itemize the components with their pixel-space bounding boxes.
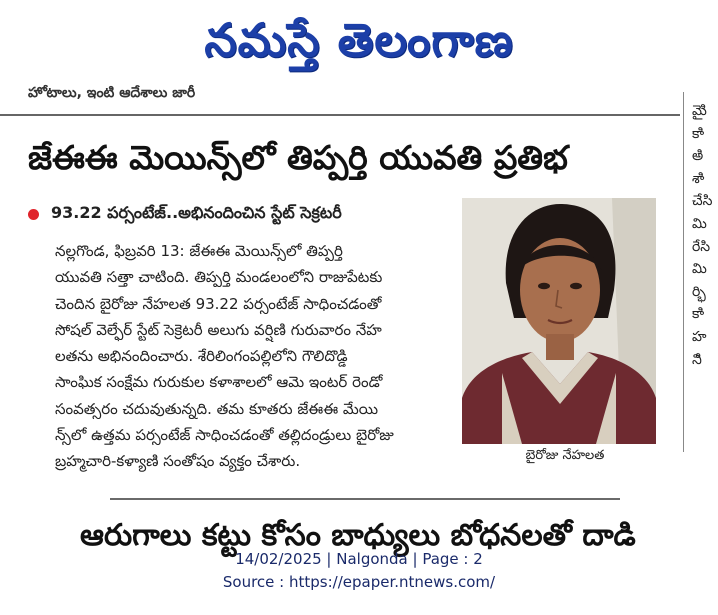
- next-article-cut-headline: ఆరుగాలు కట్టు కోసం బాధ్యులు బోధనలతో దాడి: [80, 518, 636, 553]
- body-line: సాంఘిక సంక్షేమ గురుకుల కళాశాలలో ఆమె ఇంటర్ రెండో: [55, 373, 383, 392]
- body-line: నల్లగొండ, ఫిబ్రవరి 13: జేఈఈ మెయిన్స్‌లో తిప్పర్తి: [55, 242, 343, 260]
- body-line: లతను అభినందించారు. శేరిలింగంపల్లిలోని గౌలిదొడ్డి: [55, 347, 348, 366]
- column-divider: [683, 92, 684, 452]
- adjacent-line: చేసి: [692, 193, 713, 210]
- body-line: సోషల్ వెల్ఫేర్ స్టేట్ సెక్రెటరీ అలుగు వర్షిణి గురువారం నేహ: [55, 320, 382, 339]
- clipping-footer: [0, 548, 718, 608]
- article-end-divider: [110, 498, 620, 500]
- newspaper-logo: నమస్తే తెలంగాణ: [204, 13, 514, 67]
- adjacent-line: కాి: [692, 306, 705, 323]
- red-bullet-icon: [28, 209, 39, 220]
- news-clipping: [0, 85, 718, 553]
- adjacent-line: ర్భి: [692, 283, 706, 300]
- masthead: [0, 0, 718, 92]
- article-body: [55, 238, 455, 475]
- body-line: చెందిన బైరోజు నేహలత 93.22 పర్సంటేజ్ సాధించడంతో: [55, 294, 382, 313]
- adjacent-line: హ: [692, 328, 707, 345]
- previous-article-cut-text: హోటాలు, ఇంటి ఆదేశాలు జారీ: [28, 85, 196, 101]
- footer-date-edition-page: 14/02/2025 | Nalgonda | Page : 2: [235, 550, 483, 568]
- top-divider: [0, 114, 680, 116]
- adjacent-line: మైి: [692, 103, 707, 119]
- adjacent-line: మి: [692, 215, 707, 232]
- body-line: బ్రహ్మచారి-కళ్యాణి సంతోషం వ్యక్తం చేశారు.: [55, 452, 301, 471]
- photo-caption: బైరోజు నేహలత: [525, 448, 605, 463]
- adjacent-line: అి: [692, 148, 704, 165]
- adjacent-line: కాి: [692, 125, 705, 142]
- article-headline: జేఈఈ మెయిన్స్‌లో తిప్పర్తి యువతి ప్రతిభ: [28, 138, 568, 177]
- article-subheadline: [28, 202, 458, 226]
- adjacent-line: రేసి: [692, 238, 711, 255]
- body-line: న్స్‌లో ఉత్తమ పర్సంటేజ్ సాధించడంతో తల్లిదండ్రులు బైరోజు: [55, 426, 394, 445]
- portrait-illustration: [462, 198, 656, 444]
- adjacent-line: శాి: [692, 170, 705, 187]
- adjacent-line: మి: [692, 261, 707, 278]
- subheadline-text: 93.22 పర్సంటేజ్..అభినందించిన స్టేట్ సెక్రటరీ: [51, 202, 342, 222]
- student-photo: [462, 198, 656, 444]
- body-line: సంవత్సరం చదువుతున్నది. తమ కూతరు జేఈఈ మేయి: [55, 399, 379, 418]
- adjacent-column-text: [692, 100, 718, 440]
- footer-source-url: Source : https://epaper.ntnews.com/: [222, 573, 496, 591]
- adjacent-line: నిి: [692, 351, 702, 368]
- body-line: యువతి సత్తా చాటింది. తిప్పర్తి మండలంలోని రాజుపేటకు: [55, 268, 383, 287]
